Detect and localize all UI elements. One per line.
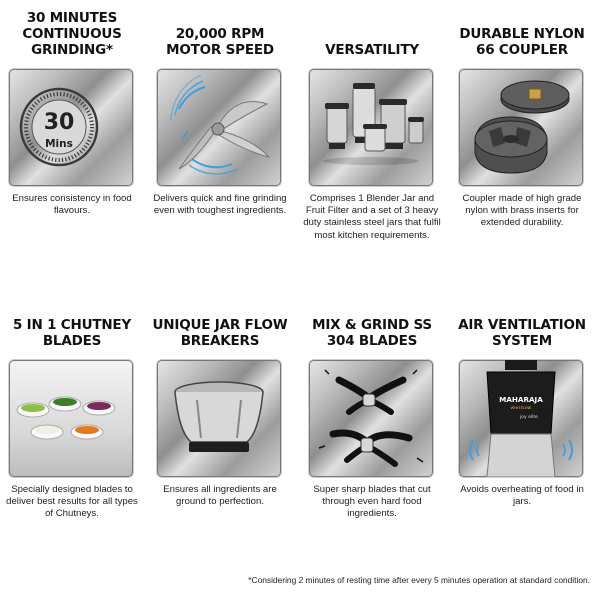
feature-nylon-coupler	[452, 0, 592, 229]
feature-tile	[157, 360, 281, 477]
feature-title: 20,000 RPM MOTOR SPEED	[166, 26, 274, 58]
feature-description: Comprises 1 Blender Jar and Fruit Filter and a set of 3 heavy duty stainless steel jars that fulfil most kitchen requirements.	[303, 193, 441, 241]
coupler-icon	[459, 69, 583, 186]
feature-tile	[309, 69, 433, 186]
timer-icon	[9, 69, 133, 186]
feature-description: Avoids overheating of food in jars.	[460, 484, 584, 508]
model-name: joy elite	[520, 415, 538, 420]
jars-set-icon	[309, 69, 433, 186]
feature-description: Super sharp blades that cut through even hard food ingredients.	[313, 484, 431, 520]
brand-logo: MAHARAJA	[499, 395, 543, 404]
feature-tile	[459, 69, 583, 186]
feature-continuous-grinding	[2, 0, 142, 217]
brand-sub: WHITELINE	[510, 405, 532, 410]
mixer-vent-icon	[459, 360, 583, 477]
feature-title: 5 IN 1 CHUTNEY BLADES	[12, 317, 132, 349]
feature-description: Coupler made of high grade nylon with brass inserts for extended durability.	[462, 193, 582, 229]
feature-title: UNIQUE JAR FLOW BREAKERS	[152, 317, 288, 349]
chutney-bowls-icon	[9, 360, 133, 477]
feature-title: 30 MINUTES CONTINUOUS GRINDING*	[22, 10, 122, 58]
jar-bowl-icon	[157, 360, 281, 477]
blades-icon	[309, 360, 433, 477]
feature-tile	[459, 360, 583, 477]
feature-air-ventilation	[452, 291, 592, 508]
feature-versatility	[302, 0, 442, 241]
feature-title: VERSATILITY	[325, 42, 419, 58]
dial-unit: Mins	[45, 138, 73, 150]
feature-ss304-blades	[302, 291, 442, 520]
feature-motor-speed	[150, 0, 290, 217]
feature-flow-breakers	[150, 291, 290, 508]
feature-description: Specially designed blades to deliver best results for all types of Chutneys.	[6, 484, 138, 520]
feature-tile	[309, 360, 433, 477]
feature-tile	[9, 69, 133, 186]
fan-icon	[157, 69, 281, 186]
feature-description: Ensures consistency in food flavours.	[12, 193, 132, 217]
feature-title: MIX & GRIND SS 304 BLADES	[312, 317, 432, 349]
feature-chutney-blades	[2, 291, 142, 520]
feature-tile	[157, 69, 281, 186]
feature-title: AIR VENTILATION SYSTEM	[458, 317, 586, 349]
feature-tile	[9, 360, 133, 477]
footnote: *Considering 2 minutes of resting time after every 5 minutes operation at standard condition.	[248, 575, 590, 585]
feature-description: Delivers quick and fine grinding even with toughest ingredients.	[153, 193, 287, 217]
feature-description: Ensures all ingredients are ground to perfection.	[163, 484, 277, 508]
feature-title: DURABLE NYLON 66 COUPLER	[459, 26, 585, 58]
dial-number: 30	[43, 110, 75, 135]
